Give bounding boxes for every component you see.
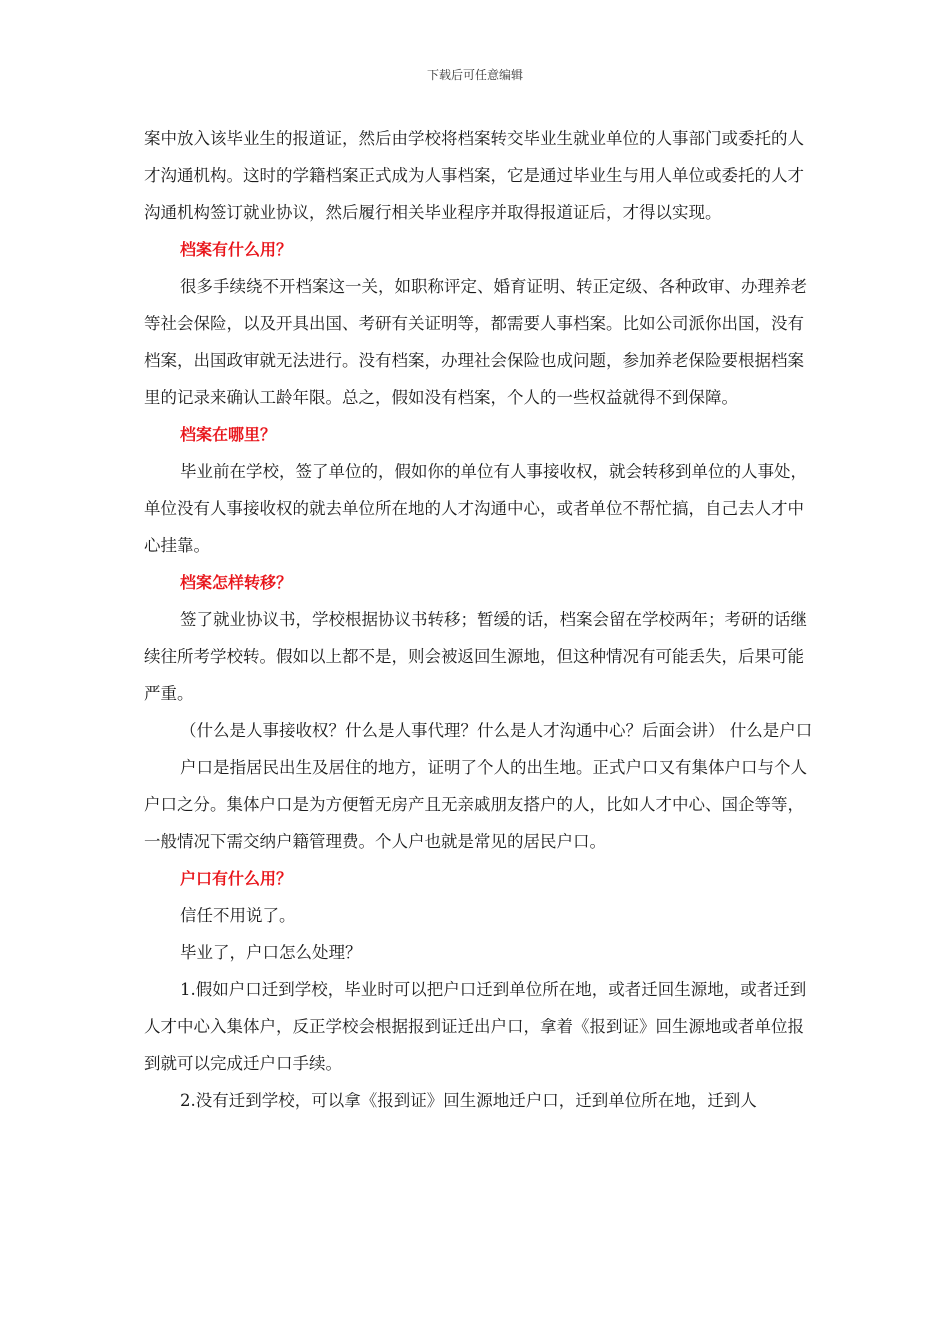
paragraph: 户口是指居民出生及居住的地方，证明了个人的出生地。正式户口又有集体户口与个人户口之分。集体户口是为方便暂无房产且无亲戚朋友搭户的人，比如人才中心、国企等等，一般情况下需交纳户籍管理费。个人户也就是常见的居民户口。 <box>144 758 807 851</box>
paragraph: 毕业前在学校，签了单位的，假如你的单位有人事接收权，就会转移到单位的人事处，单位没有人事接收权的就去单位所在地的人才沟通中心，或者单位不帮忙搞，自己去人才中心挂靠。 <box>144 462 807 555</box>
paragraph: 案中放入该毕业生的报道证，然后由学校将档案转交毕业生就业单位的人事部门或委托的人才沟通机构。这时的学籍档案正式成为人事档案，它是通过毕业生与用人单位或委托的人才沟通机构签订就业协议，然后履行相关毕业程序并取得报道证后，才得以实现。 <box>144 129 804 222</box>
paragraph: 很多手续绕不开档案这一关，如职称评定、婚育证明、转正定级、各种政审、办理养老等社会保险，以及开具出国、考研有关证明等，都需要人事档案。比如公司派你出国，没有档案，出国政审就无法进行。没有档案，办理社会保险也成问题，参加养老保险要根据档案里的记录来确认工龄年限。总之，假如没有档案，个人的一些权益就得不到保障。 <box>144 277 807 407</box>
paragraph: 毕业了，户口怎么处理？ <box>180 943 362 962</box>
paragraph: 2.没有迁到学校，可以拿《报到证》回生源地迁户口，迁到单位所在地，迁到人 <box>180 1091 757 1110</box>
paragraph: （什么是人事接收权？什么是人事代理？什么是人才沟通中心？后面会讲） 什么是户口 <box>180 721 813 740</box>
document-body <box>144 120 816 1119</box>
paragraph: 签了就业协议书，学校根据协议书转移；暂缓的话，档案会留在学校两年；考研的话继续往所考学校转。假如以上都不是，则会被返回生源地，但这种情况有可能丢失，后果可能严重。 <box>144 610 807 703</box>
paragraph: 1.假如户口迁到学校，毕业时可以把户口迁到单位所在地，或者迁回生源地，或者迁到人才中心入集体户，反正学校会根据报到证迁出户口，拿着《报到证》回生源地或者单位报到就可以完成迁户口手续。 <box>144 980 807 1073</box>
section-heading: 档案有什么用？ <box>180 240 293 259</box>
paragraph: 信任不用说了。 <box>180 906 296 925</box>
page-header: 下载后可任意编辑 <box>426 68 523 82</box>
section-heading: 档案在哪里？ <box>180 425 277 444</box>
section-heading: 档案怎样转移？ <box>180 573 293 592</box>
section-heading: 户口有什么用？ <box>180 869 293 888</box>
